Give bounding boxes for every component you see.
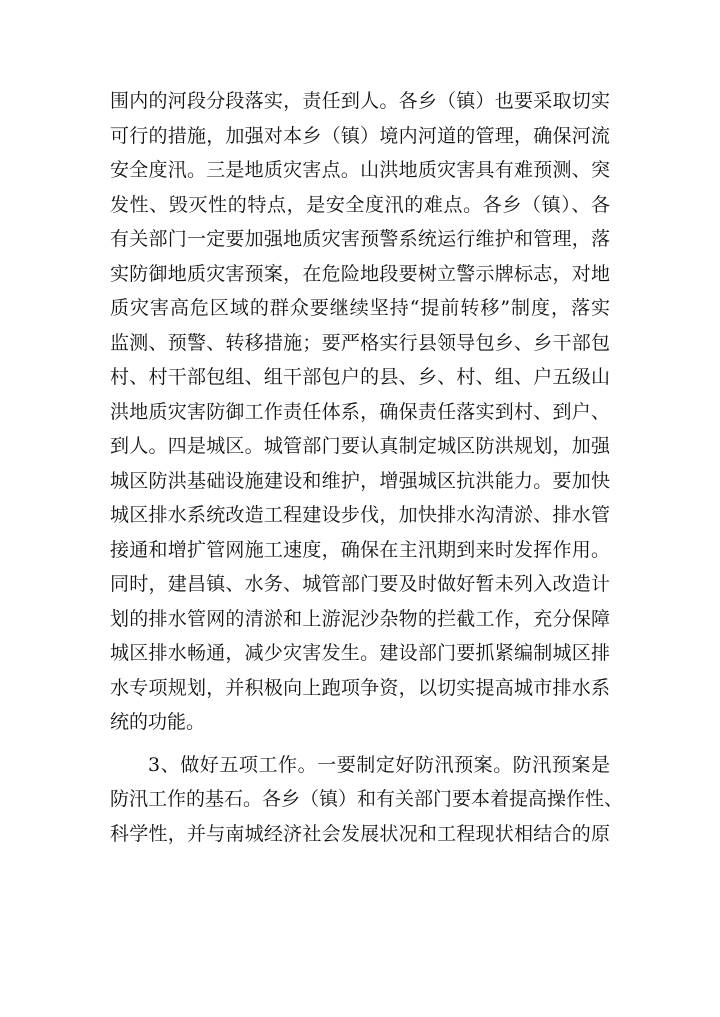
paragraph-line: 城区排水畅通，减少灾害发生。建设部门要抓紧编制城区排: [110, 642, 610, 664]
paragraph-line: 城区防洪基础设施建设和维护，增强城区抗洪能力。要加快: [110, 469, 610, 492]
paragraph-line: 监测、预警、转移措施；要严格实行县领导包乡、乡干部包: [110, 331, 610, 354]
paragraph-line: 科学性，并与南城经济社会发展状况和工程现状相结合的原: [110, 822, 610, 845]
paragraph-line: 城区排水系统改造工程建设步伐，加快排水沟清淤、排水管: [110, 504, 610, 526]
paragraph-line: 可行的措施，加强对本乡（镇）境内河道的管理，确保河流: [110, 124, 610, 147]
paragraph-line: 实防御地质灾害预案，在危险地段要树立警示牌标志，对地: [110, 262, 610, 285]
paragraph-line: 3、做好五项工作。一要制定好防汛预案。防汛预案是: [148, 753, 610, 776]
paragraph-line: 同时，建昌镇、水务、城管部门要及时做好暂未列入改造计: [110, 573, 610, 595]
paragraph-line: 有关部门一定要加强地质灾害预警系统运行维护和管理，落: [110, 228, 610, 250]
paragraph-gap: [110, 740, 610, 748]
paragraph-line: 安全度汛。三是地质灾害点。山洪地质灾害具有难预测、突: [110, 159, 610, 181]
paragraph-line: 质灾害高危区域的群众要继续坚持“提前转移”制度，落实: [110, 297, 610, 319]
paragraph-line: 防汛工作的基石。各乡（镇）和有关部门要本着提高操作性、: [110, 788, 624, 810]
paragraph-line: 接通和增扩管网施工速度，确保在主汛期到来时发挥作用。: [110, 538, 610, 561]
paragraph-line: 到人。四是城区。城管部门要认真制定城区防洪规划，加强: [110, 435, 610, 457]
paragraph-line: 划的排水管网的清淤和上游泥沙杂物的拦截工作，充分保障: [110, 607, 610, 630]
paragraph-1: [110, 84, 610, 740]
document-body: [110, 84, 624, 851]
paragraph-2: [110, 748, 624, 852]
paragraph-line: 发性、毁灭性的特点，是安全度汛的难点。各乡（镇）、各: [110, 193, 610, 216]
paragraph-line: 水专项规划，并积极向上跑项争资，以切实提高城市排水系: [110, 676, 610, 699]
paragraph-line: 洪地质灾害防御工作责任体系，确保责任落实到村、到户、: [110, 400, 610, 423]
paragraph-line: 统的功能。: [110, 711, 206, 733]
paragraph-line: 围内的河段分段落实，责任到人。各乡（镇）也要采取切实: [110, 90, 610, 112]
paragraph-line: 村、村干部包组、组干部包户的县、乡、村、组、户五级山: [110, 366, 610, 388]
